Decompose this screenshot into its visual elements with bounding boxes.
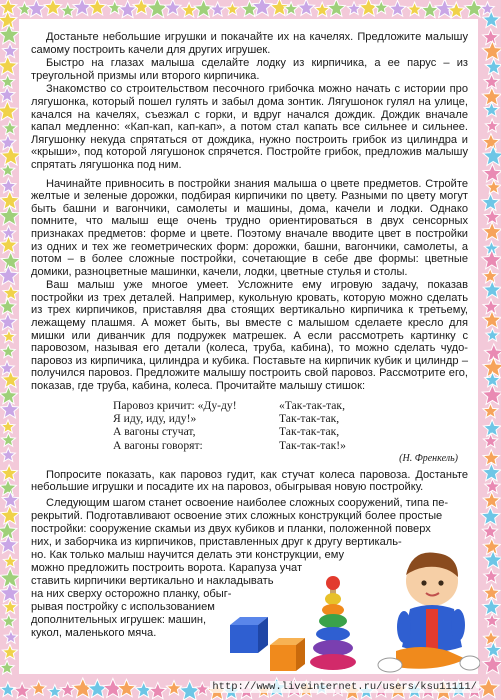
stacking-pyramid-toy bbox=[310, 576, 356, 670]
border-star bbox=[478, 678, 499, 698]
border-star bbox=[1, 448, 15, 461]
text-line: рекрытий. Подготавливают освоение этих сложных конструкций более простые bbox=[31, 509, 443, 522]
border-star bbox=[89, 0, 107, 15]
border-star bbox=[482, 250, 501, 269]
border-star bbox=[44, 0, 62, 15]
text-line: них, и заборчика из кирпичиков, приставленных друг к другу вертикаль- bbox=[31, 535, 402, 548]
border-star bbox=[483, 164, 501, 182]
border-star bbox=[485, 119, 499, 132]
border-star bbox=[1, 75, 15, 88]
watermark-url: http://www.liveinternet.ru/users/ksu11111/ bbox=[212, 681, 477, 693]
text-line: но. Как только малыш научится делать эти конструкции, ему bbox=[31, 548, 345, 561]
border-star bbox=[3, 555, 17, 568]
poem-left-column bbox=[113, 399, 237, 453]
border-star bbox=[3, 285, 19, 300]
border-star bbox=[298, 0, 315, 15]
border-star bbox=[2, 330, 15, 343]
border-star bbox=[485, 59, 501, 75]
border-star bbox=[482, 194, 500, 211]
paragraph: Попросите показать, как паровоз гудит, как стучат колеса паровоза. Достаньте небольшие игрушки и посадите их на паровоз, обыгрывая новую постройку. bbox=[31, 468, 468, 494]
poem-line: Я иду, иду, иду!» bbox=[113, 412, 197, 426]
text-line: рывая постройку с использованием bbox=[31, 600, 215, 613]
border-star bbox=[60, 682, 75, 696]
border-star bbox=[484, 74, 499, 89]
border-star bbox=[0, 479, 16, 495]
border-star bbox=[0, 387, 18, 404]
border-star bbox=[14, 683, 31, 699]
text-line: Следующим шагом станет освоение наиболее сложных сооружений, типа пе- bbox=[46, 496, 449, 509]
blue-cube bbox=[230, 617, 268, 653]
border-star bbox=[483, 29, 499, 44]
text-line: ставить кирпичики вертикально и накладывать bbox=[31, 574, 274, 587]
border-star bbox=[61, 3, 75, 17]
paragraph: Достаньте небольшие игрушки и покачайте их на качелях. Предложите малышу самому построить качели для других игрушек. bbox=[31, 31, 468, 56]
border-star bbox=[0, 206, 20, 226]
border-star bbox=[284, 2, 298, 15]
border-star bbox=[483, 299, 499, 314]
text-line: можно предложить построить ворота. Карапуза учат bbox=[31, 561, 303, 574]
border-star bbox=[31, 681, 46, 695]
border-star bbox=[0, 661, 14, 675]
border-star bbox=[0, 298, 16, 314]
border-star bbox=[483, 420, 500, 437]
border-star bbox=[0, 506, 19, 524]
border-star bbox=[1, 344, 15, 357]
orange-cube bbox=[270, 638, 305, 671]
poem-author: (Н. Френкель) bbox=[399, 452, 458, 464]
border-star bbox=[374, 0, 388, 13]
border-star bbox=[0, 313, 17, 330]
border-star bbox=[3, 121, 17, 135]
border-star bbox=[327, 0, 345, 16]
border-star bbox=[315, 2, 330, 16]
border-star bbox=[483, 281, 501, 298]
border-star bbox=[88, 679, 107, 697]
paragraph: Начинайте привносить в постройки знания малыша о цвете предметов. Стройте желтые и зеленые дорожки, подбирая кирпичики по цвету. Разными по цвету могут быть башни и вагончики, самолеты и машины, дома, качели и лодки. Однако помните, что малыш еще очень трудно ориентироваться в двух сенсорных признаках предметов: форме и цвете. Поэтому вначале вводите цвет в постройки из одних и тех же геометрических форм: дорожки, башни, вагончики, самолеты, а потом – в более сложные постройки, сочетающие в себе две формы: цветные домики, разноцветные машинки, качели, лодки, цветные стулья и столы. bbox=[31, 177, 468, 278]
border-star bbox=[0, 361, 14, 375]
text-line: кукол, маленького мяча. bbox=[31, 626, 157, 639]
paragraph: Знакомство со строительством песочного грибочка можно начать с истории про лягушонка, который пошел гулять и забыл дома зонтик. Лягушонок гулял на улице, качался на качелях, съезжал с горки, и вдруг начался дождик. Дождик вначале капал медленно: «Кап-кап, кап-кап», а потом стал капать все сильнее и сильнее. Лягушонку некуда спрятаться от дождика, нужно построить грибок из цилиндра и «крыши», под которой лягушонок спрячется. Постройте грибок, предложив малышу спрятать лягушонка под ним. bbox=[31, 83, 468, 171]
border-star bbox=[483, 492, 500, 508]
border-star bbox=[483, 631, 498, 646]
border-star bbox=[1, 163, 15, 176]
border-star bbox=[226, 2, 239, 15]
border-star bbox=[119, 1, 137, 18]
border-star bbox=[359, 0, 378, 16]
border-star bbox=[149, 682, 166, 698]
border-star bbox=[1, 420, 15, 433]
paragraph: Быстро на глазах малыша сделайте лодку из кирпичика, а ее парус – из треугольной призмы или второго кирпичика. bbox=[31, 57, 468, 82]
border-star bbox=[1, 465, 18, 481]
border-star bbox=[48, 685, 62, 698]
border-star bbox=[0, 101, 18, 120]
poem-line: Паровоз кричит: «Ду-ду! bbox=[113, 398, 237, 412]
border-star bbox=[486, 328, 499, 341]
border-star bbox=[210, 2, 225, 16]
toys-illustration bbox=[200, 547, 480, 677]
border-star bbox=[0, 56, 18, 75]
border-star bbox=[18, 2, 32, 15]
poem-line: А вагоны стучат, bbox=[113, 425, 196, 439]
poem-line: А вагоны говорят: bbox=[113, 438, 203, 452]
paragraph: Ваш малыш уже многое умеет. Усложните ему игровую задачу, показав постройки из трех деталей. Например, кукольную кровать, которую можно сделать из трех кирпичиков, приставляя два стоящих вертикально кирпичика к третьему, лежащему плашмя. А может быть, вы вместе с малышом сделаете кресло для мишки или диванчик для подружек матрешек. А если рассмотреть картинку с паровозом, называя его детали (колеса, труба, кабина), то можно сделать чудо-паровоз из кирпичика, цилиндра и кубика. Поставьте на кирпичик кубик и цилиндр – получился паровоз. Предложите малышу построить свой паровоз. Рассмотрите его, показав, где труба, кабина, колеса. Прочитайте малышу стишок: bbox=[31, 279, 468, 393]
border-star bbox=[483, 311, 501, 329]
border-star bbox=[2, 43, 17, 57]
border-star bbox=[1, 178, 16, 193]
border-star bbox=[0, 236, 17, 253]
border-star bbox=[465, 0, 484, 17]
border-star bbox=[485, 479, 500, 494]
border-star bbox=[482, 524, 497, 539]
border-star bbox=[0, 682, 15, 697]
border-star bbox=[194, 0, 213, 17]
border-star bbox=[482, 41, 501, 60]
border-star bbox=[179, 681, 200, 700]
poem-line: «Так-так-так, bbox=[279, 398, 345, 412]
border-star bbox=[486, 180, 501, 194]
border-star bbox=[483, 222, 501, 240]
border-star bbox=[1, 252, 20, 270]
text-line: постройки: сооружение скамьи из двух кубиков и планки, положенной поверх bbox=[31, 522, 431, 535]
poem-line: Так-так-так, bbox=[279, 412, 340, 426]
border-star bbox=[1, 433, 15, 446]
border-star bbox=[136, 682, 152, 698]
poem-line: Так-так-так, bbox=[279, 425, 340, 439]
text-line: на них сверху осторожно планку, обыг- bbox=[31, 587, 232, 600]
border-star bbox=[117, 679, 135, 696]
border-star bbox=[482, 463, 500, 481]
border-star bbox=[347, 2, 360, 15]
border-star bbox=[0, 135, 16, 150]
toddler-illustration bbox=[378, 552, 480, 672]
border-star bbox=[241, 1, 258, 17]
border-star bbox=[481, 507, 500, 525]
border-star bbox=[483, 403, 498, 418]
border-star bbox=[483, 538, 500, 554]
border-star bbox=[133, 0, 150, 14]
border-star bbox=[4, 631, 17, 644]
border-star bbox=[73, 0, 91, 16]
border-star bbox=[484, 569, 499, 583]
border-star bbox=[408, 2, 422, 16]
border-star bbox=[27, 0, 45, 17]
border-star bbox=[483, 434, 497, 448]
border-star bbox=[181, 2, 196, 17]
border-star bbox=[483, 598, 501, 615]
poem-right-column bbox=[279, 399, 346, 453]
border-star bbox=[422, 2, 439, 18]
border-star bbox=[482, 134, 499, 150]
border-star bbox=[147, 0, 168, 18]
border-star bbox=[164, 0, 181, 15]
border-star bbox=[483, 268, 498, 283]
poem bbox=[31, 399, 468, 463]
border-star bbox=[2, 614, 16, 627]
text-line: дополнительных игрушек: машин, bbox=[31, 613, 207, 626]
poem-line: Так-так-так!» bbox=[279, 438, 346, 452]
border-star bbox=[482, 385, 501, 405]
border-star bbox=[0, 87, 15, 102]
border-star bbox=[389, 0, 406, 16]
border-star bbox=[2, 645, 17, 659]
